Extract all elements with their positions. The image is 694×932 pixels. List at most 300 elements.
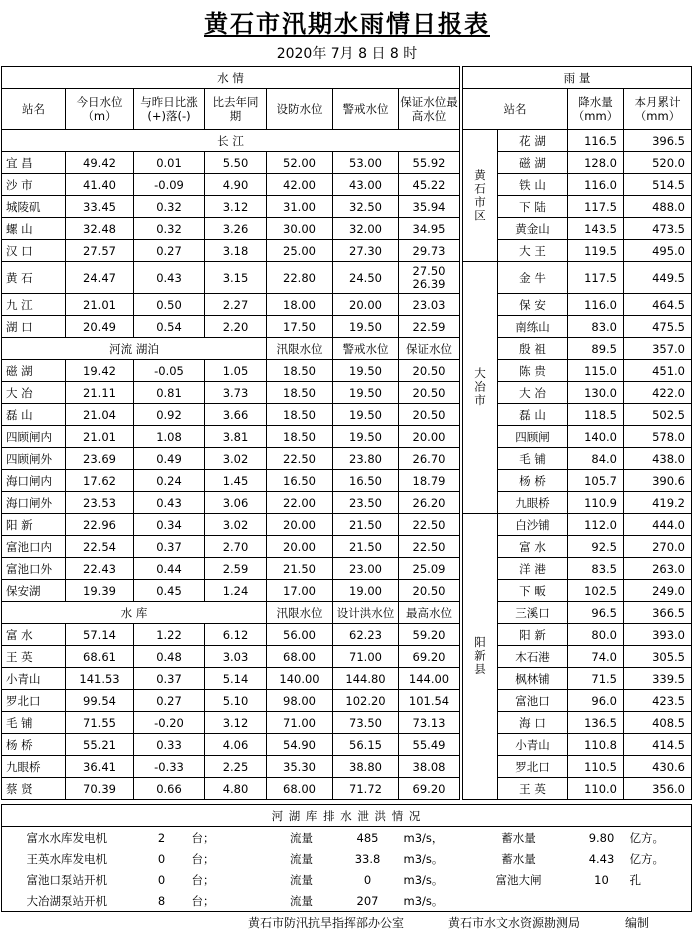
value-cell: -0.33 [134, 756, 205, 778]
table-row [463, 470, 692, 492]
value-cell: 55.21 [66, 734, 134, 756]
value-cell: 19.50 [333, 360, 399, 382]
storage-unit [630, 890, 692, 912]
value-cell: 19.50 [333, 316, 399, 338]
value-cell: 22.50 [267, 448, 333, 470]
value-cell: 19.50 [333, 426, 399, 448]
station-name: 四顾闸 [498, 426, 568, 448]
value-cell: 0.92 [134, 404, 205, 426]
value-cell: 0.33 [134, 734, 205, 756]
unit-label: 台； [191, 830, 215, 845]
station-name: 下 陆 [498, 196, 568, 218]
station-name: 富池口 [498, 690, 568, 712]
value-cell: 21.11 [66, 382, 134, 404]
value-cell: 69.20 [399, 778, 460, 800]
rainfall-value: 83.0 [568, 316, 624, 338]
station-name: 海 口 [498, 712, 568, 734]
table-row [463, 67, 692, 89]
value-cell: 23.53 [66, 492, 134, 514]
value-cell: 30.00 [267, 218, 333, 240]
unit-label: 台； [191, 851, 215, 866]
table-row [463, 382, 692, 404]
rainfall-value: 143.5 [568, 218, 624, 240]
value-cell: 59.20 [399, 624, 460, 646]
report-date: 2020年 7月 8 日 8 时 [276, 46, 418, 62]
storage-label: 蓄水量 [501, 851, 536, 866]
table-row [2, 827, 692, 849]
station-name: 下 畈 [498, 580, 568, 602]
table-row [2, 712, 460, 734]
station-name: 蔡 贤 [2, 778, 66, 800]
station-name: 大 冶 [2, 382, 66, 404]
water-col-header: 比去年同 期 [205, 89, 267, 130]
station-name: 保安湖 [2, 580, 66, 602]
group-lakes-col: 警戒水位 [333, 338, 399, 360]
value-cell: 0.43 [134, 262, 205, 294]
station-name: 阳 新 [2, 514, 66, 536]
rainfall-value: 92.5 [568, 536, 624, 558]
guarantee-level: 27.50 [412, 263, 446, 278]
monthly-total: 390.6 [624, 470, 692, 492]
value-cell: 1.22 [134, 624, 205, 646]
value-cell: 19.50 [333, 404, 399, 426]
flow-label: 流量 [290, 851, 313, 866]
monthly-total: 578.0 [624, 426, 692, 448]
table-row [463, 360, 692, 382]
value-cell: 1.24 [205, 580, 267, 602]
station-name: 磁 湖 [2, 360, 66, 382]
value-cell: 26.20 [399, 492, 460, 514]
flow-value: 207 [332, 890, 404, 912]
flow-label: 流量 [272, 890, 332, 912]
rainfall-value: 115.0 [568, 360, 624, 382]
storage-unit: 孔 [630, 869, 692, 890]
value-cell: 22.50 [399, 536, 460, 558]
guarantee-level-cell [399, 262, 460, 294]
rainfall-value: 140.0 [568, 426, 624, 448]
value-cell: 3.15 [205, 262, 267, 294]
value-cell: 0.43 [134, 492, 205, 514]
value-cell: 3.03 [205, 646, 267, 668]
station-name: 枫林铺 [498, 668, 568, 690]
value-cell: 1.45 [205, 470, 267, 492]
station-name: 磊 山 [2, 404, 66, 426]
flow-value: 33.8 [354, 851, 381, 866]
region-label: 阳新县 [463, 514, 498, 800]
monthly-total: 396.5 [624, 130, 692, 152]
station-name: 湖 口 [2, 316, 66, 338]
rainfall-value: 117.5 [568, 262, 624, 294]
station-name: 磁 湖 [498, 152, 568, 174]
value-cell: 2.27 [205, 294, 267, 316]
table-row [2, 426, 460, 448]
rainfall-value: 83.5 [568, 558, 624, 580]
table-row [2, 174, 460, 196]
monthly-total: 438.0 [624, 448, 692, 470]
monthly-total: 270.0 [624, 536, 692, 558]
footer-org-hydro: 黄石市水文水资源勘测局 [448, 916, 581, 930]
value-cell: 21.04 [66, 404, 134, 426]
station-name: 四顾闸外 [2, 448, 66, 470]
monthly-total: 419.2 [624, 492, 692, 514]
table-row [2, 848, 692, 869]
station-name: 海口闸外 [2, 492, 66, 514]
table-row [2, 492, 460, 514]
storage-value: 9.80 [588, 830, 615, 845]
table-row [2, 240, 460, 262]
value-cell: 21.50 [333, 536, 399, 558]
table-row [463, 624, 692, 646]
value-cell: 20.00 [267, 514, 333, 536]
value-cell: 0.54 [134, 316, 205, 338]
value-cell: 55.92 [399, 152, 460, 174]
report-title: 黄石市汛期水雨情日报表 [204, 9, 490, 38]
value-cell: 21.50 [333, 514, 399, 536]
table-row [463, 602, 692, 624]
table-row [2, 514, 460, 536]
table-row [463, 130, 692, 152]
rainfall-value: 80.0 [568, 624, 624, 646]
value-cell: 23.69 [66, 448, 134, 470]
table-row [2, 218, 460, 240]
monthly-total: 414.5 [624, 734, 692, 756]
discharge-title: 河 湖 库 排 水 泄 洪 情 况 [2, 805, 692, 827]
station-name: 殷 祖 [498, 338, 568, 360]
station-name: 大 王 [498, 240, 568, 262]
value-cell: 0.34 [134, 514, 205, 536]
table-row [2, 196, 460, 218]
monthly-total: 444.0 [624, 514, 692, 536]
value-cell: 54.90 [267, 734, 333, 756]
table-row [2, 470, 460, 492]
value-cell: 21.01 [66, 294, 134, 316]
storage-unit: 亿方。 [630, 827, 692, 849]
value-cell: 36.41 [66, 756, 134, 778]
station-name: 沙 市 [2, 174, 66, 196]
station-name: 罗北口 [2, 690, 66, 712]
storage-value: 4.43 [588, 851, 615, 866]
station-name: 螺 山 [2, 218, 66, 240]
value-cell: 98.00 [267, 690, 333, 712]
station-name: 黄金山 [498, 218, 568, 240]
value-cell: 35.94 [399, 196, 460, 218]
monthly-total: 495.0 [624, 240, 692, 262]
station-name: 杨 桥 [2, 734, 66, 756]
value-cell: 53.00 [333, 152, 399, 174]
table-row [2, 734, 460, 756]
value-cell: -0.20 [134, 712, 205, 734]
station-name: 富 水 [2, 624, 66, 646]
value-cell: 2.59 [205, 558, 267, 580]
value-cell: 0.32 [134, 218, 205, 240]
value-cell: 20.00 [267, 536, 333, 558]
value-cell: 38.80 [333, 756, 399, 778]
value-cell: 25.09 [399, 558, 460, 580]
rainfall-value: 128.0 [568, 152, 624, 174]
station-name: 南练山 [498, 316, 568, 338]
value-cell: 3.73 [205, 382, 267, 404]
value-cell: 5.14 [205, 668, 267, 690]
water-section-header: 水 情 [2, 67, 460, 89]
value-cell: 1.05 [205, 360, 267, 382]
table-row [2, 558, 460, 580]
station-name: 小青山 [2, 668, 66, 690]
station-name: 三溪口 [498, 602, 568, 624]
value-cell: 35.30 [267, 756, 333, 778]
rainfall-value: 71.5 [568, 668, 624, 690]
table-row [2, 536, 460, 558]
water-col-header: 与昨日比涨(+)落(-) [134, 89, 205, 130]
value-cell: 144.80 [333, 668, 399, 690]
value-cell: 0.49 [134, 448, 205, 470]
discharge-facility: 富水水库发电机 [2, 827, 132, 849]
rain-col-header: 本月累计（mm） [624, 89, 692, 130]
storage-label: 蓄水量 [501, 830, 536, 845]
value-cell: 32.00 [333, 218, 399, 240]
value-cell: 18.79 [399, 470, 460, 492]
station-name: 木石港 [498, 646, 568, 668]
value-cell: 22.80 [267, 262, 333, 294]
station-name: 杨 桥 [498, 470, 568, 492]
station-name: 王 英 [498, 778, 568, 800]
monthly-total: 514.5 [624, 174, 692, 196]
table-row [2, 756, 460, 778]
rainfall-value: 110.0 [568, 778, 624, 800]
station-name: 汉 口 [2, 240, 66, 262]
station-name: 王 英 [2, 646, 66, 668]
table-row [2, 130, 460, 152]
rainfall-value: 112.0 [568, 514, 624, 536]
value-cell: 56.00 [267, 624, 333, 646]
value-cell: 71.00 [267, 712, 333, 734]
monthly-total: 422.0 [624, 382, 692, 404]
station-name: 大 冶 [498, 382, 568, 404]
value-cell: 18.00 [267, 294, 333, 316]
table-row [463, 492, 692, 514]
value-cell: 34.95 [399, 218, 460, 240]
rain-col-header: 站名 [463, 89, 568, 130]
value-cell: 17.50 [267, 316, 333, 338]
table-row [463, 152, 692, 174]
footer-org-flood: 黄石市防汛抗旱指挥部办公室 [248, 916, 405, 930]
flow-unit: m3/s， [403, 830, 444, 845]
station-name: 花 湖 [498, 130, 568, 152]
region-label: 黄石市区 [463, 130, 498, 262]
station-name: 罗北口 [498, 756, 568, 778]
table-row [2, 602, 460, 624]
value-cell: 43.00 [333, 174, 399, 196]
station-name: 白沙铺 [498, 514, 568, 536]
flow-unit: m3/s。 [404, 890, 464, 912]
flow-unit: m3/s。 [403, 872, 444, 887]
value-cell: 20.50 [399, 580, 460, 602]
value-cell: 0.37 [134, 536, 205, 558]
group-reservoir-header: 水 库 [2, 602, 267, 624]
table-row [463, 196, 692, 218]
value-cell: 55.49 [399, 734, 460, 756]
rainfall-value: 96.0 [568, 690, 624, 712]
value-cell: 33.45 [66, 196, 134, 218]
table-row [463, 778, 692, 800]
flow-value: 485 [356, 830, 379, 845]
value-cell: 56.15 [333, 734, 399, 756]
value-cell: 3.02 [205, 448, 267, 470]
value-cell: 71.00 [333, 646, 399, 668]
discharge-table [1, 804, 692, 912]
station-name: 小青山 [498, 734, 568, 756]
discharge-facility: 大冶湖泵站开机 [2, 890, 132, 912]
table-row [2, 152, 460, 174]
group-yangtze-header: 长 江 [2, 130, 460, 152]
table-row [2, 690, 460, 712]
value-cell: 0.27 [134, 240, 205, 262]
value-cell: 19.42 [66, 360, 134, 382]
group-reservoir-col: 汛限水位 [267, 602, 333, 624]
table-row [2, 89, 460, 130]
value-cell: 22.59 [399, 316, 460, 338]
region-label: 大冶市 [463, 262, 498, 514]
discharge-facility: 王英水库发电机 [2, 848, 132, 869]
value-cell: 6.12 [205, 624, 267, 646]
footer-compiled: 编制 [625, 916, 650, 930]
value-cell: 0.27 [134, 690, 205, 712]
flow-label: 流量 [290, 872, 313, 887]
value-cell: 3.66 [205, 404, 267, 426]
value-cell: 24.47 [66, 262, 134, 294]
station-name: 海口闸内 [2, 470, 66, 492]
highest-level: 26.39 [412, 276, 446, 291]
rainfall-value: 118.5 [568, 404, 624, 426]
table-row [463, 240, 692, 262]
monthly-total: 263.0 [624, 558, 692, 580]
rainfall-value: 74.0 [568, 646, 624, 668]
table-row [2, 262, 460, 294]
value-cell: 101.54 [399, 690, 460, 712]
group-reservoir-col: 设计洪水位 [333, 602, 399, 624]
station-name: 九 江 [2, 294, 66, 316]
table-row [463, 558, 692, 580]
table-row [2, 338, 460, 360]
rainfall-value: 110.5 [568, 756, 624, 778]
value-cell: 0.37 [134, 668, 205, 690]
station-name: 黄 石 [2, 262, 66, 294]
value-cell: 0.81 [134, 382, 205, 404]
value-cell: 16.50 [267, 470, 333, 492]
monthly-total: 249.0 [624, 580, 692, 602]
unit-label: 台； [191, 872, 215, 887]
monthly-total: 357.0 [624, 338, 692, 360]
group-lakes-header: 河流 湖泊 [2, 338, 267, 360]
value-cell: 4.06 [205, 734, 267, 756]
station-name: 富池口外 [2, 558, 66, 580]
value-cell: 41.40 [66, 174, 134, 196]
value-cell: 71.72 [333, 778, 399, 800]
station-name: 洋 港 [498, 558, 568, 580]
table-row [2, 668, 460, 690]
rainfall-value: 84.0 [568, 448, 624, 470]
value-cell: 20.50 [399, 404, 460, 426]
value-cell: -0.09 [134, 174, 205, 196]
value-cell: 45.22 [399, 174, 460, 196]
rainfall-value: 116.0 [568, 174, 624, 196]
table-row [2, 316, 460, 338]
value-cell: 27.30 [333, 240, 399, 262]
value-cell: 24.50 [333, 262, 399, 294]
value-cell: 144.00 [399, 668, 460, 690]
value-cell: 0.50 [134, 294, 205, 316]
value-cell: 69.20 [399, 646, 460, 668]
value-cell: 0.44 [134, 558, 205, 580]
value-cell: 17.62 [66, 470, 134, 492]
storage-value [574, 890, 630, 912]
value-cell: 3.02 [205, 514, 267, 536]
table-row [463, 338, 692, 360]
station-name: 毛 铺 [2, 712, 66, 734]
value-cell: 18.50 [267, 426, 333, 448]
table-row [463, 174, 692, 196]
storage-label: 富池大闸 [495, 872, 542, 887]
table-row [463, 426, 692, 448]
value-cell: 23.50 [333, 492, 399, 514]
value-cell: 70.39 [66, 778, 134, 800]
table-row [2, 778, 460, 800]
table-row [2, 67, 460, 89]
table-row [463, 536, 692, 558]
station-name: 陈 贵 [498, 360, 568, 382]
table-row [463, 712, 692, 734]
rainfall-value: 102.5 [568, 580, 624, 602]
value-cell: 23.80 [333, 448, 399, 470]
table-row [463, 580, 692, 602]
unit-count: 8 [132, 890, 192, 912]
rainfall-value: 89.5 [568, 338, 624, 360]
water-col-header: 设防水位 [267, 89, 333, 130]
rainfall-value: 116.0 [568, 294, 624, 316]
unit-label: 台； [192, 890, 272, 912]
value-cell: 73.50 [333, 712, 399, 734]
table-row [463, 294, 692, 316]
station-name: 九眼桥 [498, 492, 568, 514]
value-cell: 18.50 [267, 360, 333, 382]
table-row [2, 869, 692, 890]
value-cell: 20.00 [399, 426, 460, 448]
value-cell: 21.01 [66, 426, 134, 448]
rain-col-header: 降水量（mm） [568, 89, 624, 130]
value-cell: 19.50 [333, 382, 399, 404]
value-cell: 68.00 [267, 778, 333, 800]
monthly-total: 366.5 [624, 602, 692, 624]
value-cell: -0.05 [134, 360, 205, 382]
value-cell: 2.20 [205, 316, 267, 338]
table-row [2, 294, 460, 316]
station-name: 富 水 [498, 536, 568, 558]
table-row [2, 448, 460, 470]
storage-value: 10 [594, 872, 609, 887]
value-cell: 0.01 [134, 152, 205, 174]
table-row [2, 580, 460, 602]
flow-label: 流量 [290, 830, 313, 845]
value-cell: 3.81 [205, 426, 267, 448]
table-row [463, 690, 692, 712]
value-cell: 21.50 [267, 558, 333, 580]
station-name: 毛 铺 [498, 448, 568, 470]
value-cell: 19.39 [66, 580, 134, 602]
station-name: 阳 新 [498, 624, 568, 646]
table-row [2, 360, 460, 382]
rainfall-value: 110.8 [568, 734, 624, 756]
unit-count: 2 [157, 830, 166, 845]
flow-value: 0 [363, 872, 372, 887]
